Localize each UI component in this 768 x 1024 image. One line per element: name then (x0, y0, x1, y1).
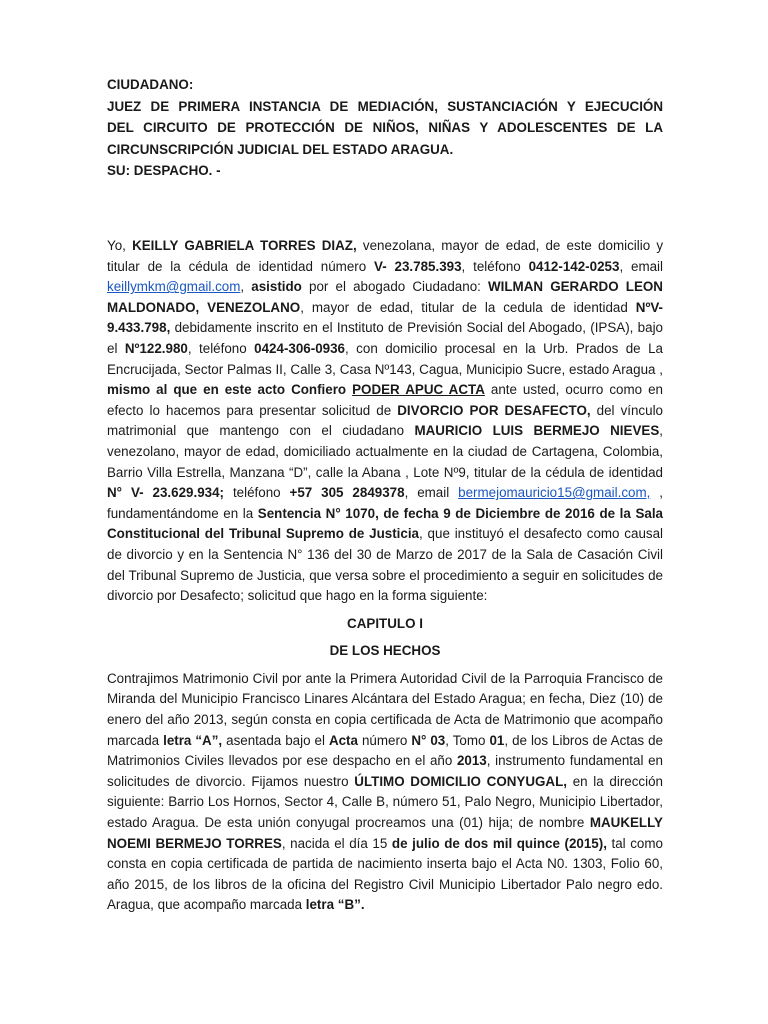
text-span: , fundamentándome en la (107, 485, 663, 521)
applicant-email-link[interactable]: keillymkm@gmail.com (107, 279, 241, 295)
spouse-email-link[interactable]: bermejomauricio15@gmail.com, (458, 485, 651, 501)
text-span: número (357, 732, 412, 748)
facts-paragraph (107, 669, 663, 916)
header-line-juez: JUEZ DE PRIMERA INSTANCIA DE MEDIACIÓN, SUSTANCIACIÓN Y EJECUCIÓN (107, 98, 663, 114)
addressee-header (107, 74, 663, 182)
lawyer-ipsa-number: Nº122.980 (124, 340, 188, 356)
document-body (107, 236, 663, 916)
last-domicile-label: ÚLTIMO DOMICILIO CONYUGAL, (354, 773, 568, 789)
text-span: asentada bajo el (222, 732, 329, 748)
text-span: venezolana, mayor de edad, de este domicilio y titular de la cédula de identidad número (107, 238, 664, 274)
lawyer-phone: 0424-306-0936 (254, 340, 345, 356)
text-span: , mayor de edad, titular de la cedula de identidad (300, 299, 636, 315)
intro-paragraph (107, 236, 663, 607)
header-line-circunscripcion: CIRCUNSCRIPCIÓN JUDICIAL DEL ESTADO ARAGUA. (107, 141, 454, 157)
header-line-circuito: DEL CIRCUITO DE PROTECCIÓN DE NIÑOS, NIÑAS Y ADOLESCENTES DE LA (107, 120, 663, 135)
text-span: en la dirección siguiente: Barrio Los Hornos, Sector 4, Calle B, número 51, Palo Negro, Municipio Libertador, estado Aragua. De esta unión conyugal procreamos una (01) hija; de nombre (107, 773, 663, 831)
text-span: , con domicilio procesal en la Urb. Prados de La Encrucijada, Sector Palmas II, Calle 3, Casa Nº143, Cagua, Municipio Sucre, estado Aragua , (107, 340, 663, 377)
text-span: , venezolano, mayor de edad, domiciliado actualmente en la ciudad de Cartagena, Colombia, Barrio Villa Estrella, Manzana “D”, calle la Abana , Lote Nº9, titular de la cédula de identidad (107, 423, 663, 480)
header-line-ciudadano: CIUDADANO: (107, 77, 194, 92)
bold-span: mismo al que en este acto Confiero (107, 382, 353, 398)
bold-span: 2013 (456, 753, 487, 769)
text-span: , que instituyó el desafecto como causal de divorcio y en la Sentencia N° 136 del 30 de Marzo de 2017 de la Sala de Casación Civil del Tribunal Supremo de Justicia, que versa sobre el procedimiento a seguir en solicitudes de divorcio por Desafecto; solicitud que hago en la forma siguiente: (107, 526, 664, 604)
lawyer-name: WILMAN GERARDO LEON MALDONADO, VENEZOLANO (107, 279, 663, 315)
text-span: Yo, (107, 238, 133, 253)
text-span: , de los Libros de Actas de Matrimonios Civiles llevados por ese despacho en el año (107, 732, 664, 769)
section-heading: DE LOS HECHOS (329, 643, 441, 659)
spouse-name: MAURICIO LUIS BERMEJO NIEVES (414, 423, 660, 439)
lawyer-id: NºV-9.433.798, (107, 299, 663, 336)
applicant-id: V- 23.785.393 (374, 258, 462, 274)
header-line-despacho: SU: DESPACHO. - (107, 163, 221, 178)
text-span: , email (404, 485, 459, 501)
chapter-heading: CAPITULO I (347, 615, 423, 631)
text-span: , teléfono (461, 258, 529, 274)
text-span: tal como consta en copia certificada de partida de nacimiento inserta bajo el Acta N0. 1303, Folio 60, año 2015, de los libros de la oficina del Registro Civil Municipio Libertador Palo negro edo. Aragua, que acompaño marcada (107, 835, 663, 913)
text-span: , teléfono (187, 340, 255, 356)
spouse-phone: +57 305 2849378 (289, 485, 405, 501)
applicant-phone: 0412-142-0253 (528, 258, 620, 274)
spouse-id: N° V- 23.629.934; (107, 485, 225, 501)
divorce-type: DIVORCIO POR DESAFECTO, (397, 402, 591, 418)
child-birth-date: de julio de dos mil quince (2015), (391, 835, 607, 851)
sentencia-reference: Sentencia N° 1070, de fecha 9 de Diciembre de 2016 de la Sala Constitucional del Tribunal Supremo de Justicia (107, 505, 663, 542)
bold-span: N° 03 (411, 732, 446, 748)
text-span: , email (619, 258, 663, 274)
poder-apuc-acta: PODER APUC ACTA (352, 382, 485, 398)
text-span: ante usted, ocurro como en efecto lo hacemos para presentar solicitud de (107, 382, 663, 418)
text-span: Contrajimos Matrimonio Civil por ante la Primera Autoridad Civil de la Parroquia Francisco de Miranda del Municipio Francisco Linares Alcántara del Estado Aragua; en fecha, Diez (10) de enero del año 2013, según consta en copia certificada de Acta de Matrimonio que acompaño marcada (107, 670, 663, 748)
text-span: del vínculo matrimonial que mantengo con el ciudadano (107, 402, 664, 439)
applicant-name: KEILLY GABRIELA TORRES DIAZ, (132, 238, 357, 253)
bold-span: 01 (489, 732, 505, 748)
text-span: debidamente inscrito en el Instituto de Previsión Social del Abogado, (IPSA), bajo el (107, 320, 663, 356)
child-name: MAUKELLY NOEMI BERMEJO TORRES (107, 815, 663, 851)
text-span: teléfono (224, 485, 290, 501)
text-span: , nacida el día 15 (281, 835, 392, 851)
text-span: , Tomo (445, 732, 490, 748)
bold-span: asistido (251, 279, 302, 295)
bold-span: letra “B”. (305, 897, 365, 913)
text-span: , instrumento fundamental en solicitudes de divorcio. Fijamos nuestro (107, 753, 663, 789)
bold-span: Acta (328, 732, 358, 748)
text-span: , (240, 279, 252, 295)
bold-span: letra “A”, (163, 732, 223, 748)
text-span: por el abogado Ciudadano: (301, 279, 489, 295)
